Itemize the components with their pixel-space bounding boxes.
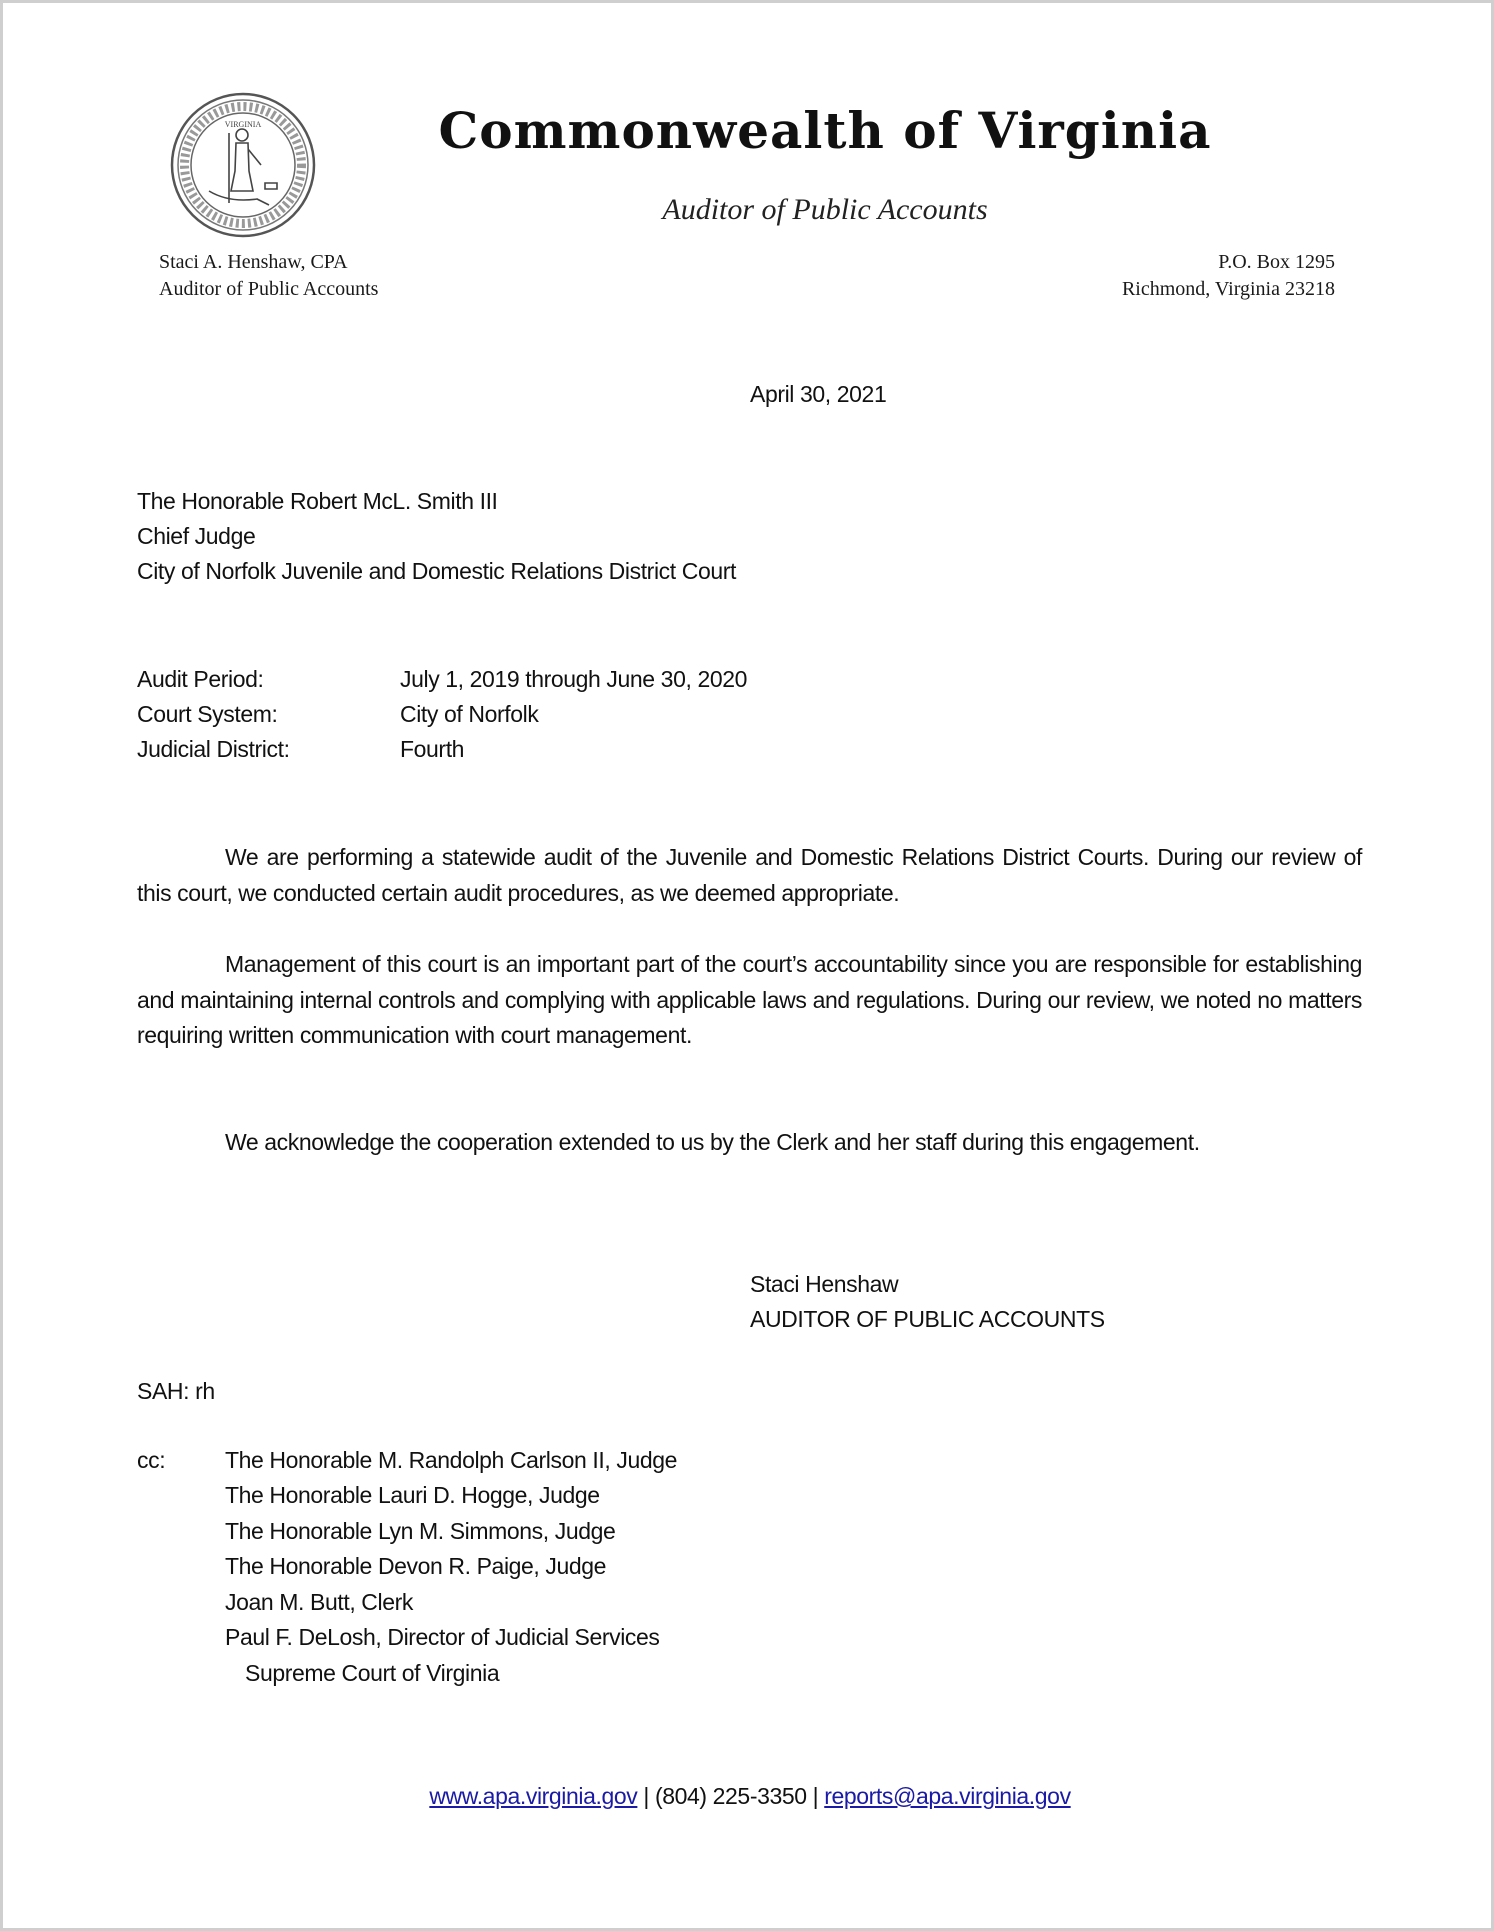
court-system-value: City of Norfolk: [400, 701, 539, 727]
letterhead-subtitle: Auditor of Public Accounts: [662, 193, 988, 226]
cc-recipient: The Honorable M. Randolph Carlson II, Judge: [225, 1447, 678, 1473]
court-system-label: Court System:: [137, 701, 278, 727]
cc-label: cc:: [137, 1447, 166, 1473]
typist-initials: SAH: rh: [137, 1378, 215, 1404]
footer: [3, 1783, 1494, 1810]
auditor-name: Staci A. Henshaw, CPA: [159, 251, 348, 273]
cc-recipient: Paul F. DeLosh, Director of Judicial Services: [225, 1624, 660, 1650]
letterhead-title: Commonwealth of Virginia: [438, 101, 1212, 160]
footer-separator: |: [812, 1783, 819, 1809]
audit-period-value: July 1, 2019 through June 30, 2020: [400, 666, 748, 692]
auditor-title: Auditor of Public Accounts: [159, 278, 379, 300]
judicial-district-label: Judicial District:: [137, 736, 290, 762]
paragraph-1: We are performing a statewide audit of the Juvenile and Domestic Relations District Courts. During our review of this court, we conducted certain audit procedures, as we deemed appropriate.: [137, 844, 1362, 906]
letter-date: April 30, 2021: [750, 381, 887, 407]
address-line-1: P.O. Box 1295: [1218, 251, 1335, 273]
cc-recipient: The Honorable Devon R. Paige, Judge: [225, 1553, 607, 1579]
signature-name: Staci Henshaw: [750, 1271, 899, 1297]
svg-text:VIRGINIA: VIRGINIA: [224, 120, 262, 129]
phone-number: (804) 225-3350: [654, 1783, 807, 1809]
audit-period-label: Audit Period:: [137, 666, 264, 692]
address-line-2: Richmond, Virginia 23218: [1121, 278, 1335, 300]
paragraph-2: Management of this court is an important part of the court’s accountability since you are responsible for establishing and maintaining internal controls and complying with applicable laws and regulations. During our review, we noted no matters requiring written communication with court management.: [137, 951, 1362, 1049]
cc-recipient: The Honorable Lyn M. Simmons, Judge: [225, 1518, 616, 1544]
footer-separator: |: [643, 1783, 649, 1809]
website-link[interactable]: www.apa.virginia.gov: [429, 1783, 638, 1809]
addressee-title: Chief Judge: [137, 523, 256, 549]
cc-recipient: Joan M. Butt, Clerk: [225, 1589, 413, 1615]
email-link[interactable]: reports@apa.virginia.gov: [824, 1783, 1071, 1809]
signature-title: AUDITOR OF PUBLIC ACCOUNTS: [750, 1306, 1105, 1332]
cc-recipient: Supreme Court of Virginia: [245, 1660, 500, 1686]
paragraph-3: We acknowledge the cooperation extended to us by the Clerk and her staff during this engagement.: [225, 1129, 1200, 1155]
judicial-district-value: Fourth: [400, 736, 465, 762]
addressee-name: The Honorable Robert McL. Smith III: [137, 488, 498, 514]
cc-recipient: The Honorable Lauri D. Hogge, Judge: [225, 1482, 600, 1508]
addressee-court: City of Norfolk Juvenile and Domestic Relations District Court: [137, 558, 736, 584]
